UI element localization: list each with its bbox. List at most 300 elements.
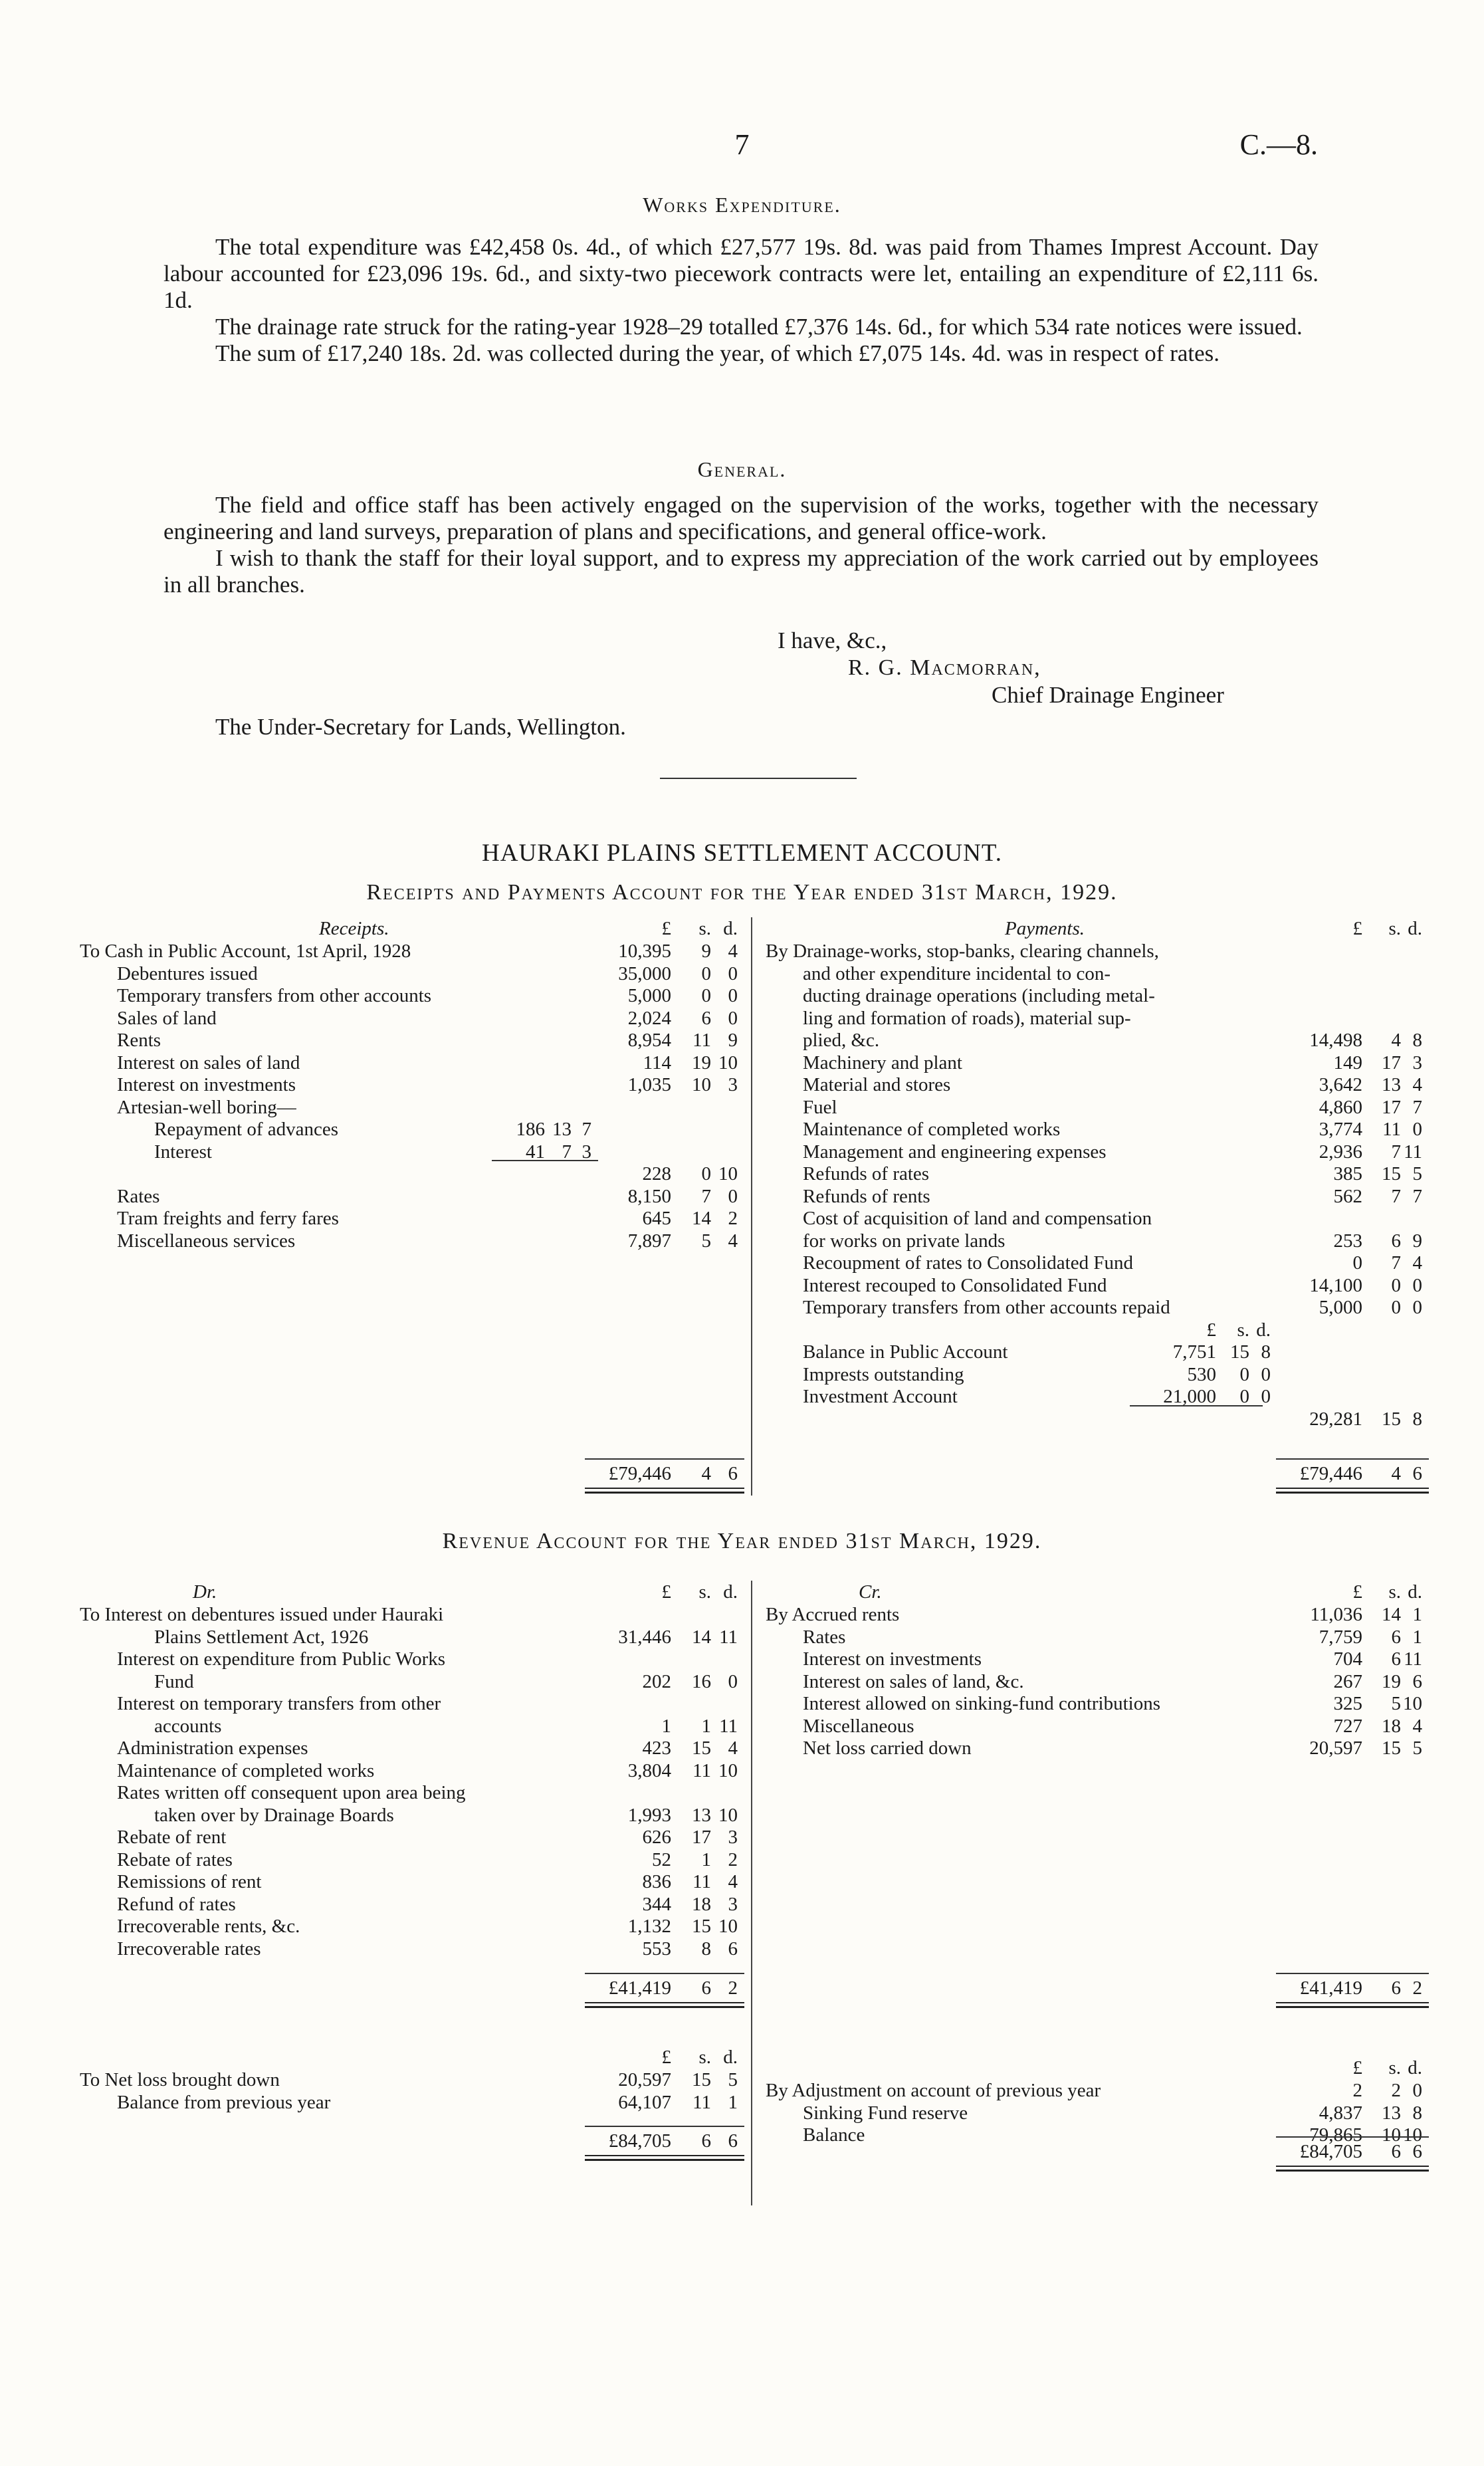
money-heading: [80, 917, 811, 940]
amount-pence: 6: [1412, 1670, 1422, 1692]
amount-pounds: 35,000: [618, 962, 671, 984]
amount-shillings: 17: [1382, 1096, 1401, 1118]
table-row: [766, 1230, 1484, 1252]
amount-shillings: 10: [692, 1074, 711, 1095]
amount-pence: 10: [718, 1163, 738, 1184]
subtotal-rule: [1130, 1405, 1263, 1406]
amount-pence: 0: [1412, 1297, 1422, 1318]
amount-pounds: 202: [642, 1670, 671, 1692]
row-label: Investment Account: [803, 1386, 958, 1407]
amount-pounds: 20,597: [1309, 1737, 1362, 1759]
row-label: Material and stores: [803, 1074, 951, 1095]
row-label: Sinking Fund reserve: [803, 2102, 968, 2124]
pounds-heading: £: [661, 1581, 671, 1603]
table-row: [766, 1670, 1484, 1693]
amount-pounds: 7,897: [627, 1230, 671, 1252]
revenue-title: Revenue Account for the Year ended 31st March, 1929.: [442, 1529, 1042, 1553]
money-heading: [766, 1581, 1484, 1603]
total-row: [766, 1462, 1484, 1485]
amount-pounds: 1,035: [627, 1074, 671, 1095]
amount-pounds: 1,132: [627, 1916, 671, 1937]
table-row: [80, 1826, 811, 1849]
amount-shillings: 11: [692, 2091, 711, 2113]
amount-pence: 11: [719, 1626, 738, 1648]
table-row: [766, 1185, 1484, 1208]
amount-shillings: 15: [1382, 1737, 1401, 1759]
amount-pence: 1: [1412, 1626, 1422, 1648]
total-shillings: 4: [701, 1463, 711, 1484]
amount-pence: 8: [1412, 1030, 1422, 1051]
amount-pounds: 2,024: [627, 1007, 671, 1029]
amount-pence: 0: [728, 962, 738, 984]
amount-shillings: 7: [1391, 1185, 1401, 1207]
row-label: Rates: [117, 1185, 160, 1207]
table-row: [80, 1007, 811, 1030]
amount-pence: 10: [1403, 2124, 1422, 2146]
amount-pence: 0: [1412, 2080, 1422, 2101]
amount-pence: 6: [728, 1938, 738, 1960]
inner-pence: 7: [582, 1119, 591, 1140]
amount-pence: 0: [1412, 1119, 1422, 1140]
amount-pence: 0: [728, 1185, 738, 1207]
inner-pence: 0: [1261, 1363, 1271, 1385]
table-row: [766, 984, 1484, 1007]
row-label: Interest on investments: [117, 1074, 296, 1095]
inner-pounds: 41: [526, 1141, 545, 1163]
amount-pounds: 0: [1352, 1252, 1362, 1274]
amount-shillings: 14: [692, 1208, 711, 1229]
amount-shillings: 0: [701, 962, 711, 984]
amount-shillings: 8: [701, 1938, 711, 1960]
row-label: for works on private lands: [803, 1230, 1006, 1252]
row-label: Recoupment of rates to Consolidated Fund: [803, 1252, 1133, 1274]
pence-heading: d.: [1408, 918, 1422, 939]
amount-pounds: 11,036: [1310, 1604, 1362, 1625]
settlement-title: HAURAKI PLAINS SETTLEMENT ACCOUNT.: [482, 840, 1002, 867]
row-label: Fund: [154, 1670, 194, 1692]
column-heading: Receipts.: [319, 918, 389, 939]
table-row: [80, 1052, 811, 1074]
table-row: [766, 1692, 1484, 1715]
settlement-subtitle: Receipts and Payments Account for the Year ended 31st March, 1929.: [366, 880, 1118, 905]
total-double-rule: [1276, 1488, 1429, 1494]
amount-pounds: 385: [1333, 1163, 1362, 1184]
table-row: [80, 1715, 811, 1737]
column-divider: [751, 917, 752, 1496]
inner-pounds: 530: [1187, 1363, 1216, 1385]
row-label: ducting drainage operations (including metal-: [803, 985, 1155, 1006]
amount-pounds: 228: [642, 1163, 671, 1184]
table-row: [766, 1118, 1484, 1141]
amount-shillings: 19: [1382, 1670, 1401, 1692]
pence-heading: d.: [723, 1581, 738, 1603]
row-label: Interest on sales of land, &c.: [803, 1670, 1024, 1692]
amount-pounds: 114: [643, 1052, 671, 1073]
row-label: Temporary transfers from other accounts repaid: [803, 1297, 1170, 1318]
report-reference: C.—8.: [1239, 128, 1318, 161]
amount-pounds: 7,759: [1319, 1626, 1362, 1648]
subtotal-rule: [492, 1160, 598, 1161]
amount-shillings: 0: [701, 985, 711, 1006]
table-row: [766, 1141, 1484, 1163]
table-row: [80, 1759, 811, 1782]
table-row: [766, 1052, 1484, 1074]
money-heading: [80, 1581, 811, 1603]
inner-pence: 3: [582, 1141, 591, 1163]
inner-pence: d.: [1256, 1319, 1271, 1341]
amount-pence: 4: [728, 1230, 738, 1252]
table-row: [80, 1230, 811, 1252]
amount-shillings: 5: [1391, 1693, 1401, 1714]
amount-shillings: 13: [692, 1804, 711, 1826]
amount-pence: 4: [728, 1871, 738, 1892]
amount-shillings: 18: [1382, 1715, 1401, 1737]
row-label: By Accrued rents: [766, 1604, 900, 1625]
total-double-rule: [585, 1488, 744, 1494]
table-row: [80, 2091, 811, 2114]
amount-shillings: 15: [692, 1737, 711, 1759]
amount-pence: 10: [718, 1759, 738, 1781]
shillings-heading: s.: [698, 918, 711, 939]
shillings-heading: s.: [1388, 1581, 1401, 1603]
table-row: [80, 1603, 811, 1626]
total-pounds: £41,419: [608, 1977, 671, 1999]
amount-pounds: 836: [642, 1871, 671, 1892]
table-row: [766, 1385, 1484, 1408]
amount-shillings: 6: [1391, 1648, 1401, 1670]
general-section: [163, 492, 1319, 598]
inner-shillings: 0: [1239, 1386, 1249, 1407]
table-row: [766, 1096, 1484, 1119]
amount-pounds: 626: [642, 1827, 671, 1848]
closing: I have, &c.,: [778, 627, 887, 653]
amount-shillings: 14: [1382, 1604, 1401, 1625]
amount-pence: 5: [728, 2069, 738, 2090]
table-row: [80, 1915, 811, 1938]
total-pence: 2: [728, 1977, 738, 1999]
table-row: [766, 1163, 1484, 1185]
amount-pounds: 553: [642, 1938, 671, 1960]
works-paragraph-1: The total expenditure was £42,458 0s. 4d., of which £27,577 19s. 8d. was paid from Thames Imprest Account. Day labour accounted for £23,096 19s. 6d., and sixty-two piecework contracts were let, entailing an expenditure of £2,111 6s. 1d.: [163, 234, 1319, 313]
table-row: [766, 1737, 1484, 1759]
row-label: Interest recouped to Consolidated Fund: [803, 1274, 1107, 1296]
amount-pounds: 4,860: [1319, 1096, 1362, 1118]
row-label: Sales of land: [117, 1007, 217, 1029]
row-label: plied, &c.: [803, 1030, 880, 1051]
row-label: Rates: [803, 1626, 846, 1648]
inner-pence: 0: [1261, 1386, 1271, 1407]
row-label: Debentures issued: [117, 962, 258, 984]
table-row: [766, 2079, 1484, 2102]
amount-shillings: 11: [692, 1871, 711, 1892]
table-row: [80, 940, 811, 962]
row-label: Administration expenses: [117, 1737, 308, 1759]
amount-shillings: 15: [692, 1916, 711, 1937]
pounds-heading: £: [661, 918, 671, 939]
table-row: [766, 1207, 1484, 1230]
amount-pence: 10: [718, 1052, 738, 1073]
total-row: [766, 1977, 1484, 1999]
table-row: [766, 1252, 1484, 1274]
table-row: [80, 962, 811, 985]
cr-heading: Cr.: [859, 1581, 882, 1603]
amount-pounds: 8,954: [627, 1030, 671, 1051]
works-paragraph-2: The drainage rate struck for the rating-year 1928–29 totalled £7,376 14s. 6d., for which 534 rate notices were issued.: [215, 314, 1303, 340]
pence-heading: d.: [1408, 1581, 1422, 1603]
row-label: Irrecoverable rates: [117, 1938, 261, 1960]
amount-pounds: 727: [1333, 1715, 1362, 1737]
inner-pence: 8: [1261, 1341, 1271, 1363]
table-row: [766, 1319, 1484, 1341]
amount-shillings: 17: [1382, 1052, 1401, 1073]
amount-pence: 4: [1412, 1074, 1422, 1095]
table-row: [80, 1781, 811, 1804]
amount-pounds: 2: [1352, 2080, 1362, 2101]
total-rule: [1276, 1458, 1429, 1460]
amount-pounds: 562: [1333, 1185, 1362, 1207]
row-label: Machinery and plant: [803, 1052, 962, 1073]
row-label: Repayment of advances: [154, 1119, 339, 1140]
row-label: Balance from previous year: [117, 2091, 331, 2113]
table-row: [80, 1096, 811, 1119]
amount-shillings: 0: [1391, 1274, 1401, 1296]
pounds-heading: £: [1352, 2057, 1362, 2078]
amount-pounds: 1,993: [627, 1804, 671, 1826]
row-label: Balance in Public Account: [803, 1341, 1008, 1363]
pounds-heading: £: [661, 2047, 671, 2068]
total-shillings: 6: [701, 1977, 711, 1999]
table-row: [80, 1804, 811, 1827]
total-rule: [585, 1458, 744, 1460]
shillings-heading: s.: [698, 2047, 711, 2068]
amount-pence: 11: [1404, 1648, 1422, 1670]
dr-heading: Dr.: [193, 1581, 217, 1603]
amount-pounds: 79,865: [1309, 2124, 1362, 2146]
table-row: [766, 940, 1484, 962]
amount-pounds: 149: [1333, 1052, 1362, 1073]
row-label: and other expenditure incidental to con-: [803, 962, 1111, 984]
row-label: To Interest on debentures issued under Hauraki: [80, 1604, 444, 1625]
row-label: Refunds of rents: [803, 1185, 930, 1207]
table-row: [766, 1408, 1484, 1430]
amount-pence: 7: [1412, 1185, 1422, 1207]
amount-pence: 2: [728, 1208, 738, 1229]
amount-pence: 9: [728, 1030, 738, 1051]
table-row: [80, 984, 811, 1007]
works-paragraph-3: The sum of £17,240 18s. 2d. was collected during the year, of which £7,075 14s. 4d. was in respect of rates.: [215, 340, 1220, 366]
amount-shillings: 11: [692, 1759, 711, 1781]
amount-pence: 5: [1412, 1163, 1422, 1184]
row-label: Imprests outstanding: [803, 1363, 964, 1385]
amount-pounds: 14,100: [1309, 1274, 1362, 1296]
amount-pounds: 325: [1333, 1693, 1362, 1714]
table-row: [80, 1207, 811, 1230]
row-label: Rates written off consequent upon area being: [117, 1782, 466, 1803]
amount-pounds: 1: [661, 1715, 671, 1737]
table-row: [80, 1648, 811, 1670]
amount-pence: 3: [728, 1893, 738, 1915]
table-row: [80, 1670, 811, 1693]
inner-shillings: 15: [1230, 1341, 1249, 1363]
table-row: [80, 1737, 811, 1759]
pence-heading: d.: [1408, 2057, 1422, 2078]
row-label: Cost of acquisition of land and compensation: [803, 1208, 1152, 1229]
amount-pounds: 5,000: [627, 985, 671, 1006]
amount-pounds: 10,395: [618, 941, 671, 962]
total-pence: 6: [728, 1463, 738, 1484]
amount-shillings: 11: [692, 1030, 711, 1051]
pence-heading: d.: [723, 918, 738, 939]
table-row: [80, 1893, 811, 1916]
row-label: Maintenance of completed works: [117, 1759, 375, 1781]
amount-pence: 11: [1404, 1141, 1422, 1163]
total-shillings: 6: [1391, 1977, 1401, 1999]
row-label: Fuel: [803, 1096, 837, 1118]
section-divider: [660, 778, 857, 779]
amount-pounds: 704: [1333, 1648, 1362, 1670]
amount-pence: 3: [728, 1074, 738, 1095]
total-double-rule: [1276, 2166, 1429, 2172]
total-row: [80, 2130, 811, 2152]
row-label: Refunds of rates: [803, 1163, 930, 1184]
row-label: To Cash in Public Account, 1st April, 1928: [80, 941, 411, 962]
amount-pounds: 2,936: [1319, 1141, 1362, 1163]
total-pounds: £84,705: [1299, 2141, 1362, 2162]
amount-pence: 4: [728, 1737, 738, 1759]
table-row: [766, 1274, 1484, 1297]
total-rule: [1276, 2136, 1429, 2138]
inner-shillings: 7: [562, 1141, 572, 1163]
amount-shillings: 15: [1382, 1408, 1401, 1430]
total-double-rule: [585, 2155, 744, 2161]
row-label: taken over by Drainage Boards: [154, 1804, 394, 1826]
table-row: [766, 1073, 1484, 1096]
amount-shillings: 7: [1391, 1252, 1401, 1274]
amount-pence: 3: [728, 1827, 738, 1848]
amount-pounds: 267: [1333, 1670, 1362, 1692]
amount-shillings: 13: [1382, 1074, 1401, 1095]
amount-pence: 0: [728, 985, 738, 1006]
table-row: [80, 1849, 811, 1871]
row-label: Interest on investments: [803, 1648, 982, 1670]
amount-shillings: 14: [692, 1626, 711, 1648]
shillings-heading: s.: [698, 1581, 711, 1603]
amount-pence: 1: [728, 2091, 738, 2113]
total-double-rule: [585, 2002, 744, 2008]
row-label: Interest allowed on sinking-fund contributions: [803, 1693, 1161, 1714]
amount-shillings: 10: [1382, 2124, 1401, 2146]
row-label: To Net loss brought down: [80, 2069, 280, 2090]
money-heading: [766, 2057, 1484, 2079]
table-row: [766, 2102, 1484, 2124]
total-shillings: 6: [701, 2130, 711, 2152]
works-section: [163, 234, 1319, 367]
amount-pence: 0: [1412, 1274, 1422, 1296]
amount-shillings: 1: [701, 1849, 711, 1870]
signatory: R. G. Macmorran,: [848, 655, 1041, 680]
table-row: [766, 1715, 1484, 1737]
general-paragraph-1: The field and office staff has been actively engaged on the supervision of the works, together with the necessary engineering and land surveys, preparation of plans and specifications, and general office-work.: [163, 492, 1319, 544]
amount-pence: 8: [1412, 1408, 1422, 1430]
amount-pence: 10: [1403, 1693, 1422, 1714]
amount-shillings: 4: [1391, 1030, 1401, 1051]
row-label: Rebate of rates: [117, 1849, 233, 1870]
total-shillings: 6: [1391, 2141, 1401, 2162]
table-row: [80, 1938, 811, 1960]
amount-pence: 3: [1412, 1052, 1422, 1073]
amount-shillings: 9: [701, 941, 711, 962]
general-paragraph-2: I wish to thank the staff for their loyal support, and to express my appreciation of the work carried out by employees in all branches.: [163, 545, 1319, 598]
table-row: [80, 1185, 811, 1208]
money-heading: [80, 2046, 811, 2069]
amount-pence: 0: [728, 1007, 738, 1029]
row-label: Rents: [117, 1030, 161, 1051]
row-label: Balance: [803, 2124, 865, 2146]
amount-shillings: 19: [692, 1052, 711, 1073]
table-row: [80, 1073, 811, 1096]
amount-pence: 7: [1412, 1096, 1422, 1118]
row-label: Rebate of rent: [117, 1827, 227, 1848]
total-pence: 6: [728, 2130, 738, 2152]
amount-pence: 5: [1412, 1737, 1422, 1759]
amount-pounds: 31,446: [618, 1626, 671, 1648]
shillings-heading: s.: [1388, 918, 1401, 939]
total-rule: [1276, 1973, 1429, 1974]
amount-pence: 10: [718, 1916, 738, 1937]
total-pence: 6: [1412, 1463, 1422, 1484]
amount-shillings: 6: [1391, 1626, 1401, 1648]
total-pence: 6: [1412, 2141, 1422, 2162]
amount-shillings: 7: [701, 1185, 711, 1207]
amount-shillings: 13: [1382, 2102, 1401, 2124]
table-row: [80, 1118, 811, 1141]
table-row: [766, 1296, 1484, 1319]
inner-shillings: 13: [552, 1119, 572, 1140]
table-row: [80, 1626, 811, 1648]
works-heading: Works Expenditure.: [643, 193, 841, 217]
row-label: Miscellaneous: [803, 1715, 914, 1737]
amount-shillings: 17: [692, 1827, 711, 1848]
amount-pence: 4: [728, 941, 738, 962]
table-row: [80, 1029, 811, 1052]
amount-pounds: 20,597: [618, 2069, 671, 2090]
amount-pence: 4: [1412, 1252, 1422, 1274]
row-label: Temporary transfers from other accounts: [117, 985, 432, 1006]
page-number: 7: [734, 128, 750, 161]
amount-shillings: 2: [1391, 2080, 1401, 2101]
row-label: accounts: [154, 1715, 222, 1737]
amount-pounds: 423: [642, 1737, 671, 1759]
row-label: Plains Settlement Act, 1926: [154, 1626, 369, 1648]
amount-pence: 0: [728, 1670, 738, 1692]
amount-pounds: 8,150: [627, 1185, 671, 1207]
inner-pounds: £: [1206, 1319, 1216, 1341]
table-row: [80, 1692, 811, 1715]
total-row: [766, 2140, 1484, 2163]
inner-pounds: 186: [516, 1119, 545, 1140]
amount-pounds: 5,000: [1319, 1297, 1362, 1318]
inner-pounds: 21,000: [1163, 1386, 1216, 1407]
amount-shillings: 5: [701, 1230, 711, 1252]
inner-shillings: 0: [1239, 1363, 1249, 1385]
money-heading: [766, 917, 1484, 940]
row-label: Interest: [154, 1141, 212, 1163]
row-label: Interest on expenditure from Public Works: [117, 1648, 446, 1670]
amount-pounds: 344: [642, 1893, 671, 1915]
amount-pence: 1: [1412, 1604, 1422, 1625]
signatory-title: Chief Drainage Engineer: [992, 682, 1224, 708]
total-row: [80, 1462, 811, 1485]
